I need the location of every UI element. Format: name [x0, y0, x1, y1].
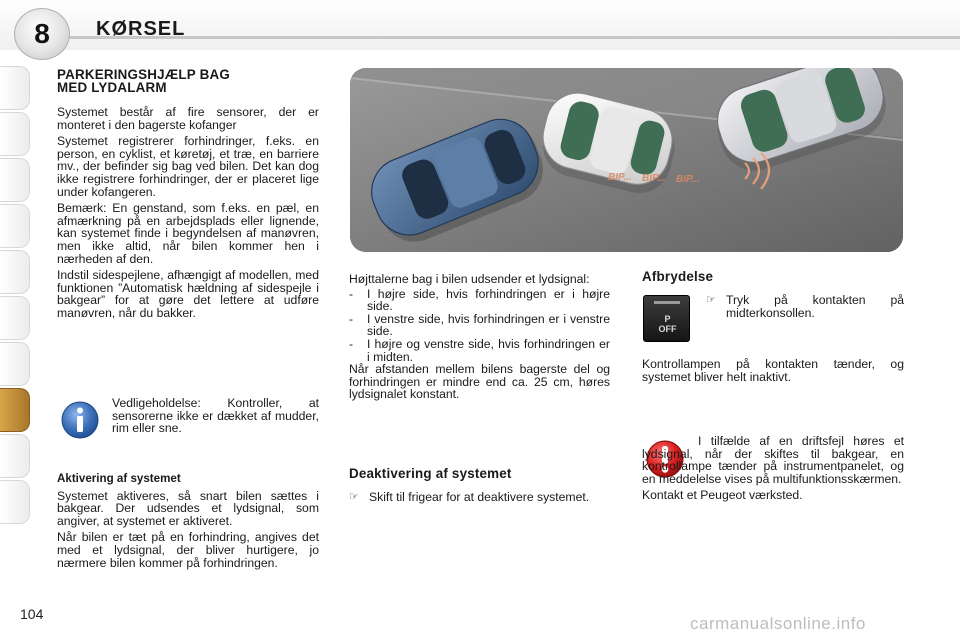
contact-paragraph: Kontakt et Peugeot værksted.: [642, 488, 803, 503]
closing-paragraph: Når afstanden mellem bilens bagerste del og forhindringen er mindre end ca. 25 cm, høres lydsignalet konstant.: [349, 362, 610, 402]
beep-label: BIP...: [676, 174, 700, 185]
paragraph: Systemet registrerer forhindringer, f.eks. en person, en cyklist, et køretøj, et træ, en barriere mv., der befinder sig bag ved bilen. Det kan dog ikke registrere forhindringer, der er placeret lige under kofangeren.: [57, 134, 319, 199]
list-item: - I højre og venstre side, hvis forhindringen er i midten.: [349, 336, 610, 364]
info-icon: [60, 400, 100, 440]
maintenance-text: Vedligeholdelse: Kontroller, at sensorerne ikke er dækket af mudder, rim eller sne.: [112, 396, 319, 436]
page-number: 104: [20, 606, 44, 622]
chapter-tabs: [0, 66, 34, 526]
indicator-paragraph: [642, 358, 904, 387]
chapter-tab[interactable]: [0, 250, 30, 294]
pointing-hand-icon: ☞: [349, 490, 359, 503]
chapter-tab[interactable]: [0, 112, 30, 156]
chapter-number-badge: 8: [14, 8, 70, 60]
chapter-tab[interactable]: [0, 296, 30, 340]
list-item: - I højre side, hvis forhindringen er i højre side.: [349, 286, 610, 314]
speaker-list: [349, 288, 610, 364]
deactivation-bullet: ☞ Skift til frigear for at deaktivere systemet.: [349, 489, 590, 504]
activation-section: [57, 473, 319, 573]
beep-label: BIP...: [642, 173, 666, 184]
list-item: - I venstre side, hvis forhindringen er i venstre side.: [349, 311, 610, 339]
paragraph: Indstil sidespejlene, afhængigt af modellen, med funktionen ”Automatisk hældning af sidespejle i bakgear” for at gøre det lettere at udføre manøvren, når du bakker.: [57, 268, 319, 320]
park-assist-off-button: [643, 295, 690, 342]
watermark: carmanualsonline.info: [690, 614, 866, 633]
beep-label: BIP...: [608, 172, 632, 183]
pointing-hand-icon: ☞: [706, 294, 716, 306]
speaker-intro: Højttalerne bag i bilen udsender et lydsignal:: [349, 272, 590, 286]
deactivation-section: [349, 468, 610, 503]
chapter-tab[interactable]: [0, 480, 30, 524]
deactivation-title: Deaktivering af systemet: [349, 466, 512, 481]
paragraph: Systemet består af fire sensorer, der er monteret i den bagerste kofanger: [57, 105, 319, 132]
fault-section: [642, 435, 904, 506]
paragraph: Kontrollampen på kontakten tænder, og systemet bliver helt inaktivt.: [642, 357, 904, 384]
button-label: P OFF: [658, 314, 677, 334]
chapter-title: KØRSEL: [96, 18, 186, 40]
activation-title: Aktivering af systemet: [57, 472, 181, 485]
fault-paragraph: I tilfælde af en driftsfejl høres et lydsignal, når der skiftes til bakgear, en kontrollampe tænder på instrumentpanelet, og en meddelelse vises på multifunktionsskærmen.: [642, 434, 904, 486]
section-title: PARKERINGSHJÆLP BAG: [57, 67, 230, 82]
afbrydelse-section: [642, 271, 904, 284]
chapter-tab[interactable]: [0, 434, 30, 478]
chapter-tab-active[interactable]: [0, 388, 30, 432]
parking-illustration: [350, 68, 903, 252]
left-column: [57, 68, 319, 324]
button-instruction-bullet: ☞ Tryk på kontakten på midterkonsollen.: [706, 293, 904, 320]
afbrydelse-title: Afbrydelse: [642, 269, 714, 284]
middle-column: [349, 273, 610, 405]
chapter-tab[interactable]: [0, 66, 30, 110]
maintenance-note: [112, 397, 319, 439]
indicator-lamp: [654, 301, 680, 304]
section-title-line2: MED LYDALARM: [57, 80, 167, 95]
header-rule: [56, 36, 960, 39]
paragraph: Systemet aktiveres, så snart bilen sættes i bakgear. Der udsendes et lydsignal, som angiver, at systemet er aktiveret.: [57, 488, 319, 528]
chapter-tab[interactable]: [0, 158, 30, 202]
paragraph: Når bilen er tæt på en forhindring, angives det med et lydsignal, der bliver hurtigere, jo nærmere bilen kommer på forhindringen.: [57, 530, 319, 570]
button-instruction: [706, 294, 904, 319]
chapter-tab[interactable]: [0, 204, 30, 248]
paragraph: Bemærk: En genstand, som f.eks. en pæl, en afmærkning på en arbejdsplads eller lignende, kan systemet finde i begyndelsen af manøvren, men ikke altid, når bilen kommer hen i nærheden af den.: [57, 201, 319, 266]
chapter-tab[interactable]: [0, 342, 30, 386]
